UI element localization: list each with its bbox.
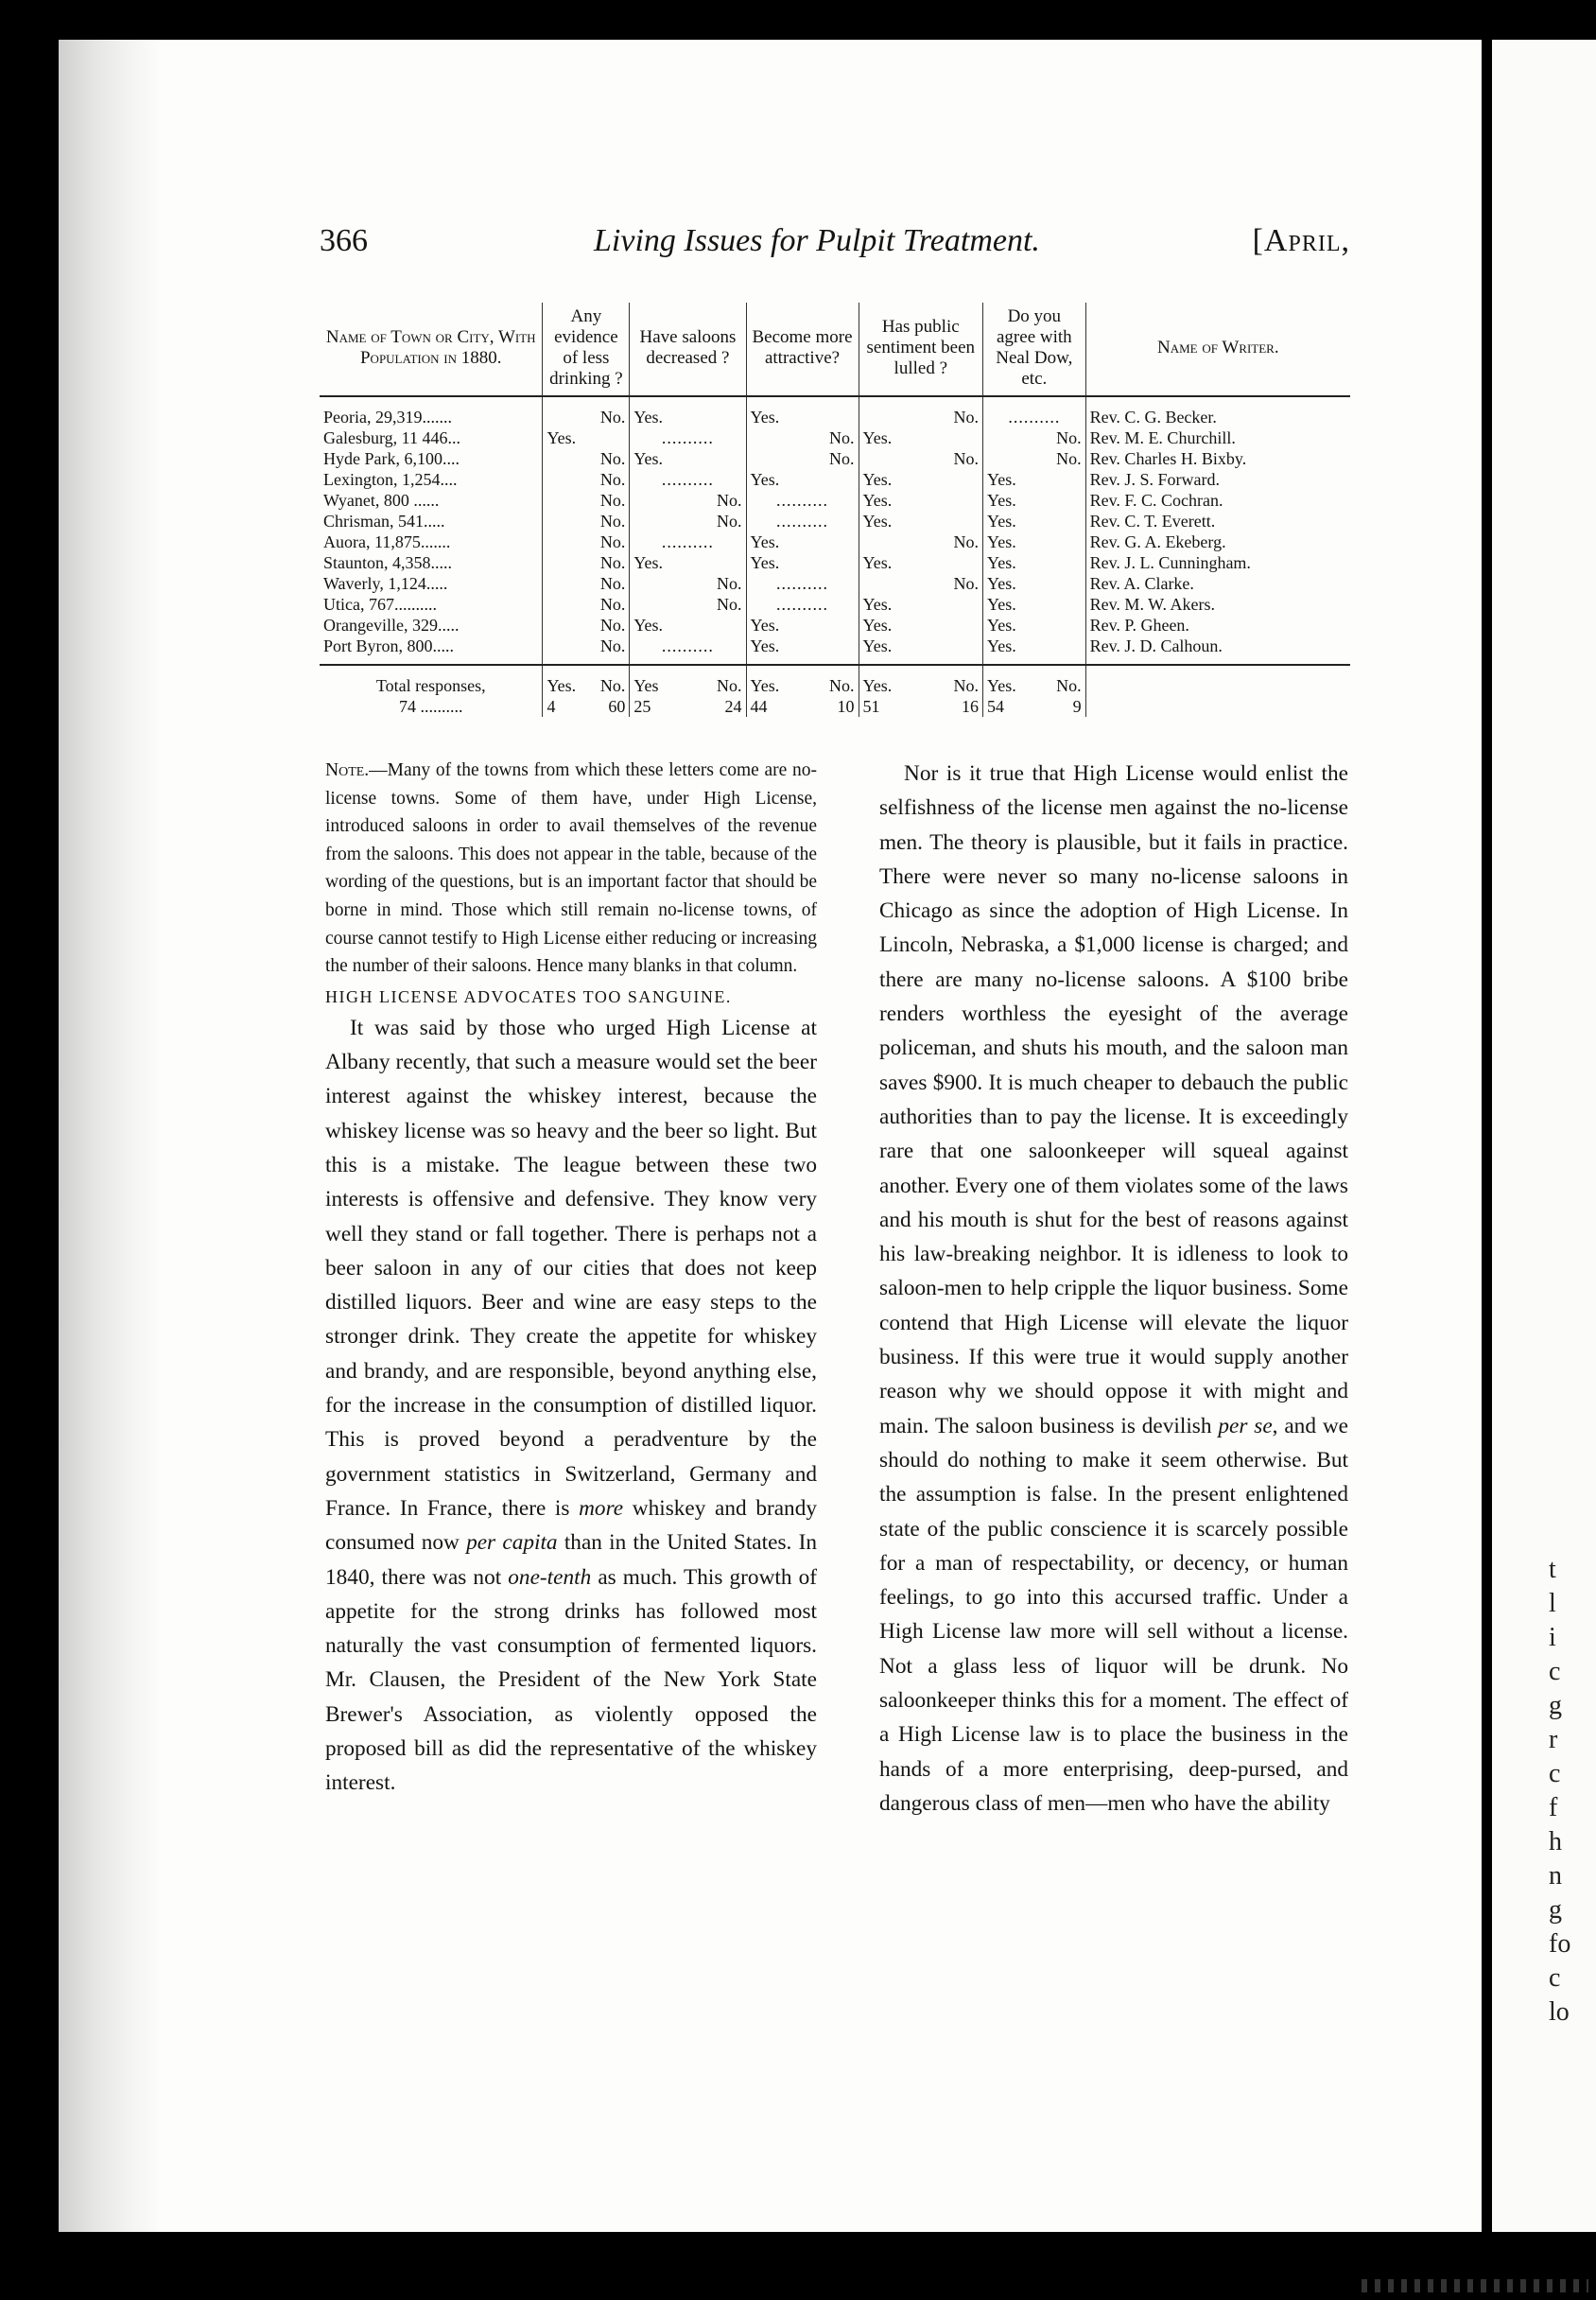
cell-c5-yes: Yes. (983, 636, 1034, 665)
right-body-italic-1: per se (1218, 1413, 1273, 1438)
cell-writer: Rev. A. Clarke. (1089, 573, 1194, 593)
left-body-italic-3: one-tenth (508, 1564, 592, 1590)
cell-c5-yes: Yes. (987, 552, 1016, 572)
running-header-month: [April, (1252, 223, 1350, 258)
cell-writer: Rev. J. S. Forward. (1089, 469, 1220, 489)
left-column (325, 757, 817, 1801)
cell-total-c4-no: 16 (916, 696, 983, 717)
cell-c5-no (1034, 490, 1085, 511)
left-body-text-2: whiskey and brandy consumed now (325, 1495, 818, 1556)
header-agree-neal-dow: Do you agree with Neal Dow, etc. (983, 303, 1086, 396)
adjacent-page-fragment: h (1549, 1827, 1562, 1856)
table-total-row (320, 665, 1350, 696)
cell-c5-no (1034, 511, 1085, 531)
cell-total-c1-no: 60 (586, 696, 630, 717)
cell-c5-yes (983, 427, 1034, 448)
cell-c4-no (916, 490, 983, 511)
adjacent-page-fragment: f (1549, 1793, 1558, 1822)
table-row (320, 594, 1350, 615)
cell-writer: Rev. C. G. Becker. (1089, 407, 1217, 427)
cell-total-c3-no: 10 (801, 696, 859, 717)
cell-c5-no (1034, 469, 1085, 490)
left-body-italic-2: per capita (466, 1530, 558, 1556)
cell-c1-no (586, 427, 630, 448)
cell-total-c2-no: 24 (688, 696, 746, 717)
cell-c3-yes: Yes. (750, 615, 780, 635)
table-row (320, 511, 1350, 531)
cell-total-c4-yes: 51 (862, 696, 880, 716)
adjacent-page-edge (1492, 40, 1596, 2232)
adjacent-page-fragment: g (1549, 1691, 1562, 1720)
adjacent-page-text-fragments (1549, 1553, 1570, 2030)
cell-c2-yes (630, 490, 689, 511)
right-body-text-2: , and we should do nothing to make it seem otherwise. But the assumption is false. In the present enlightened state of the public conscience it is scarcely possible for a man of respectability, or decency, or human feelings, to go into this accursed traffic. Under a High License law more will sell without a license. Not a glass less of liquor will be drunk. No saloonkeeper thinks this for a moment. The effect of a High License law is to place the business in the hands of a more enterprising, deep-pursed, and dangerous class of men—men who have the ability (879, 1413, 1348, 1816)
table-header-row (320, 303, 1350, 396)
header-writer: Name of Writer. (1085, 303, 1350, 396)
cell-c4-no (916, 552, 983, 573)
cell-town: Hyde Park, 6,100.... (320, 448, 543, 469)
cell-c2-yes: .......... (630, 531, 746, 552)
cell-c5-no (1034, 573, 1085, 594)
cell-total-c1-yes: 4 (546, 696, 556, 716)
cell-total-label: Total responses, (320, 665, 543, 696)
cell-c4-yes: Yes. (862, 469, 893, 489)
cell-c1-no: No. (586, 396, 630, 427)
cell-c5-yes: Yes. (987, 469, 1016, 489)
cell-total-c5-no: 9 (1034, 696, 1085, 717)
cell-c3-yes: Yes. (750, 531, 780, 551)
cell-total-c3-yes: Yes. (750, 675, 780, 695)
cell-c4-no (916, 636, 983, 665)
cell-total-c4-yes: Yes. (862, 675, 893, 695)
cell-c1-yes (543, 552, 586, 573)
cell-total-c1-yes: Yes. (546, 675, 577, 695)
running-title: Living Issues for Pulpit Treatment. (594, 223, 1040, 258)
table-row (320, 448, 1350, 469)
header-town: Name of Town or City, With Population in 1880. (320, 303, 543, 396)
cell-town: Lexington, 1,254.... (320, 469, 543, 490)
cell-c5-no (1034, 615, 1085, 636)
cell-c4-no: No. (916, 573, 983, 594)
adjacent-page-fragment: i (1549, 1623, 1556, 1652)
adjacent-page-fragment: lo (1549, 1997, 1570, 2027)
cell-c4-yes: Yes. (862, 615, 893, 635)
cell-c5-yes: Yes. (987, 511, 1016, 531)
cell-c2-no (688, 396, 746, 427)
table-row (320, 615, 1350, 636)
cell-c4-yes: Yes. (862, 594, 893, 614)
cell-c2-yes: Yes. (633, 407, 664, 427)
cell-c5-no (1034, 594, 1085, 615)
note-label: Note. (325, 760, 370, 780)
cell-c5-no: No. (1034, 427, 1085, 448)
cell-c1-yes (543, 531, 586, 552)
cell-c5-yes (983, 448, 1034, 469)
cell-c3-no (801, 469, 859, 490)
header-saloons-decreased: Have saloons decreased ? (630, 303, 746, 396)
table-note (325, 757, 817, 981)
cell-total-c4-no: No. (916, 665, 983, 696)
cell-c3-yes: Yes. (750, 407, 780, 427)
cell-c2-yes: Yes. (633, 448, 664, 468)
cell-c5-no: No. (1034, 448, 1085, 469)
adjacent-page-fragment: l (1549, 1589, 1556, 1618)
cell-c4-yes (859, 448, 916, 469)
adjacent-page-fragment: c (1549, 1657, 1561, 1686)
cell-town: Port Byron, 800..... (320, 636, 543, 665)
left-body-text-1: It was said by those who urged High License at Albany recently, that such a measure would set the beer interest against the whiskey interest, because the whiskey license was so heavy and the beer so light. But this is a mistake. The league between these two interests is offensive and defensive. They know very well they stand or fall together. There is perhaps not a beer saloon in any of our cities that does not keep distilled liquors. Beer and wine are easy steps to the stronger drink. They create the appetite for whiskey and brandy, and are responsible, beyond anything else, for the increase in the consumption of distilled liquor. This is proved beyond a peradventure by the government statistics in Switzerland, Germany and France. In France, there is (325, 1015, 817, 1521)
cell-c2-yes (630, 573, 689, 594)
cell-town: Waverly, 1,124..... (320, 573, 543, 594)
left-body-paragraph (325, 1011, 817, 1801)
section-heading: HIGH LICENSE ADVOCATES TOO SANGUINE. (325, 986, 732, 1006)
cell-c2-no: No. (688, 573, 746, 594)
cell-c1-yes (543, 636, 586, 665)
cell-c5-yes: Yes. (987, 615, 1016, 635)
cell-writer: Rev. J. L. Cunningham. (1089, 552, 1251, 572)
cell-c1-no: No. (586, 490, 630, 511)
cell-total-writer (1085, 696, 1350, 717)
cell-total-c2-yes: Yes (633, 675, 659, 695)
cell-c2-yes: .......... (630, 427, 746, 448)
table-row (320, 490, 1350, 511)
cell-c5-yes: Yes. (987, 531, 1016, 551)
cell-c2-yes: .......... (630, 469, 746, 490)
cell-c1-no: No. (586, 636, 630, 665)
cell-c1-yes (543, 573, 586, 594)
cell-c2-no (688, 615, 746, 636)
table-row (320, 636, 1350, 665)
cell-town: Peoria, 29,319....... (320, 396, 543, 427)
cell-c5-yes: Yes. (987, 573, 1016, 593)
cell-c2-yes: .......... (630, 636, 746, 665)
cell-total-c5-yes: 54 (987, 696, 1005, 716)
cell-c5-no (1034, 531, 1085, 552)
cell-c2-no: No. (688, 490, 746, 511)
cell-c4-yes: Yes. (862, 552, 893, 572)
cell-total-label: 74 .......... (320, 696, 543, 717)
cell-total-c3-no: No. (801, 665, 859, 696)
cell-c3-no: No. (801, 448, 859, 469)
cell-c1-yes (543, 594, 586, 615)
adjacent-page-fragment: r (1549, 1725, 1558, 1754)
left-body-italic-1: more (579, 1495, 624, 1521)
cell-c3-yes: Yes. (746, 636, 801, 665)
adjacent-page-fragment: c (1549, 1759, 1561, 1788)
table-row (320, 469, 1350, 490)
cell-c3-no: No. (801, 427, 859, 448)
survey-table (320, 303, 1350, 717)
left-body-text-4: as much. This growth of appetite for the strong drinks has followed most naturally the vast consumption of fermented liquors. Mr. Clausen, the President of the New York State Brewer's Association, as violently opposed the proposed bill as did the representative of the whiskey interest. (325, 1564, 817, 1796)
cell-writer: Rev. Charles H. Bixby. (1089, 448, 1247, 468)
cell-c2-yes (630, 511, 689, 531)
scan-noise (1362, 2279, 1588, 2292)
page-number: 366 (320, 223, 368, 258)
cell-c3-no (801, 396, 859, 427)
cell-writer: Rev. G. A. Ekeberg. (1089, 531, 1226, 551)
cell-writer: Rev. F. C. Cochran. (1089, 490, 1223, 510)
cell-c3-yes (746, 427, 801, 448)
cell-writer: Rev. C. T. Everett. (1089, 511, 1216, 531)
cell-c3-no (801, 636, 859, 665)
cell-c2-no: No. (688, 594, 746, 615)
cell-c1-no: No. (586, 615, 630, 636)
adjacent-page-fragment: fo (1549, 1929, 1571, 1959)
cell-total-c2-yes: 25 (633, 696, 651, 716)
cell-c1-no: No. (586, 531, 630, 552)
cell-c3-yes: .......... (746, 573, 859, 594)
cell-c2-no: No. (688, 511, 746, 531)
cell-c3-yes: .......... (746, 594, 859, 615)
adjacent-page-fragment: t (1549, 1555, 1556, 1584)
cell-c4-yes: Yes. (859, 636, 916, 665)
cell-writer: Rev. J. D. Calhoun. (1085, 636, 1350, 665)
note-text: —Many of the towns from which these letters come are no-license towns. Some of them have, under High License, introduced saloons in order to avail themselves of the revenue from the saloons. This does not appear in the table, because of the wording of the questions, but is an important factor that should be borne in mind. Those which still remain no-license towns, of course cannot testify to High License either reducing or increasing the number of their saloons. Hence many blanks in that column. (325, 760, 817, 977)
cell-c4-no (916, 615, 983, 636)
cell-c2-yes: Yes. (633, 615, 664, 635)
cell-c1-yes (543, 396, 586, 427)
right-column (879, 757, 1348, 1821)
cell-c3-no (801, 531, 859, 552)
cell-c5-yes: .......... (983, 396, 1086, 427)
cell-c1-yes (543, 615, 586, 636)
adjacent-page-fragment: c (1549, 1963, 1561, 1993)
cell-c1-yes (543, 511, 586, 531)
cell-c3-yes: Yes. (750, 552, 780, 572)
cell-c3-no (801, 615, 859, 636)
cell-c1-no: No. (586, 511, 630, 531)
cell-total-c1-no: No. (586, 665, 630, 696)
cell-town: Utica, 767.......... (320, 594, 543, 615)
cell-c3-yes: Yes. (750, 469, 780, 489)
page-header (320, 223, 1350, 270)
cell-c1-yes (543, 448, 586, 469)
cell-c4-yes: Yes. (862, 511, 893, 531)
header-less-drinking: Any evidence of less drinking ? (543, 303, 630, 396)
header-sentiment-lulled: Has public sentiment been lulled ? (859, 303, 983, 396)
cell-c1-no: No. (586, 594, 630, 615)
table-body (320, 396, 1350, 717)
cell-c4-no (916, 427, 983, 448)
adjacent-page-fragment: n (1549, 1861, 1562, 1891)
cell-c1-yes (543, 490, 586, 511)
cell-c4-yes (859, 531, 916, 552)
cell-c2-no (688, 448, 746, 469)
cell-total-c5-no: No. (1034, 665, 1085, 696)
right-body-paragraph (879, 757, 1348, 1821)
cell-c4-no (916, 469, 983, 490)
cell-c1-yes: Yes. (546, 427, 577, 447)
cell-town: Galesburg, 11 446... (320, 427, 543, 448)
adjacent-page-fragment: g (1549, 1895, 1562, 1925)
cell-c2-no (688, 552, 746, 573)
cell-c5-no (1034, 552, 1085, 573)
table-row (320, 552, 1350, 573)
cell-c4-no (916, 511, 983, 531)
cell-c3-yes (746, 448, 801, 469)
table-total-row (320, 696, 1350, 717)
cell-c5-yes: Yes. (987, 594, 1016, 614)
cell-town: Staunton, 4,358..... (320, 552, 543, 573)
cell-writer: Rev. M. E. Churchill. (1089, 427, 1236, 447)
header-more-attractive: Become more attractive? (746, 303, 859, 396)
table-row (320, 396, 1350, 427)
cell-town: Wyanet, 800 ...... (320, 490, 543, 511)
cell-writer: Rev. M. W. Akers. (1089, 594, 1215, 614)
cell-c4-no: No. (916, 448, 983, 469)
cell-total-c2-no: No. (688, 665, 746, 696)
cell-c2-yes (630, 594, 689, 615)
cell-writer: Rev. P. Gheen. (1089, 615, 1189, 635)
right-body-text-1: Nor is it true that High License would enlist the selfishness of the license men against the no-license men. The theory is plausible, but it fails in practice. There were never so many no-license saloons in Chicago as since the adoption of High License. In Lincoln, Nebraska, a $1,000 license is charged; and there are many no-license saloons. A $100 bribe renders worthless the eyesight of the average policeman, and shuts his mouth, and the saloon man saves $900. It is much cheaper to debauch the public authorities than to pay the license. It is exceedingly rare that one saloonkeeper will squeal against another. Every one of them violates some of the laws and his mouth is shut for the best of reasons against his law-breaking neighbor. It is idleness to look to saloon-men to help cripple the liquor business. Some contend that High License will elevate the liquor business. If this were true it would supply another reason why we should oppose it with might and main. The saloon business is devilish (879, 761, 1348, 1438)
cell-c4-yes: Yes. (862, 427, 893, 447)
cell-c4-yes (859, 396, 916, 427)
cell-c1-no: No. (586, 552, 630, 573)
cell-c4-no: No. (916, 396, 983, 427)
cell-c4-no (916, 594, 983, 615)
cell-c1-no: No. (586, 573, 630, 594)
left-body-text-3: than in the United States. In 1840, there was not (325, 1530, 817, 1590)
cell-town: Auora, 11,875....... (320, 531, 543, 552)
cell-c5-no (1034, 636, 1085, 665)
cell-c3-no (801, 552, 859, 573)
cell-c1-no: No. (586, 448, 630, 469)
cell-c3-yes: .......... (746, 511, 859, 531)
cell-town: Chrisman, 541..... (320, 511, 543, 531)
cell-c2-yes: Yes. (633, 552, 664, 572)
cell-c4-yes: Yes. (862, 490, 893, 510)
cell-c4-yes (859, 573, 916, 594)
cell-total-writer (1085, 665, 1350, 696)
table-row (320, 573, 1350, 594)
cell-c3-yes: .......... (746, 490, 859, 511)
cell-town: Orangeville, 329..... (320, 615, 543, 636)
cell-c1-no: No. (586, 469, 630, 490)
cell-c4-no: No. (916, 531, 983, 552)
table-row (320, 531, 1350, 552)
cell-total-c3-yes: 44 (750, 696, 768, 716)
cell-c5-yes: Yes. (987, 490, 1016, 510)
table-row (320, 427, 1350, 448)
survey-table-container (320, 303, 1350, 717)
cell-total-c5-yes: Yes. (987, 675, 1016, 695)
page-gutter-shadow (59, 40, 163, 2232)
cell-c1-yes (543, 469, 586, 490)
